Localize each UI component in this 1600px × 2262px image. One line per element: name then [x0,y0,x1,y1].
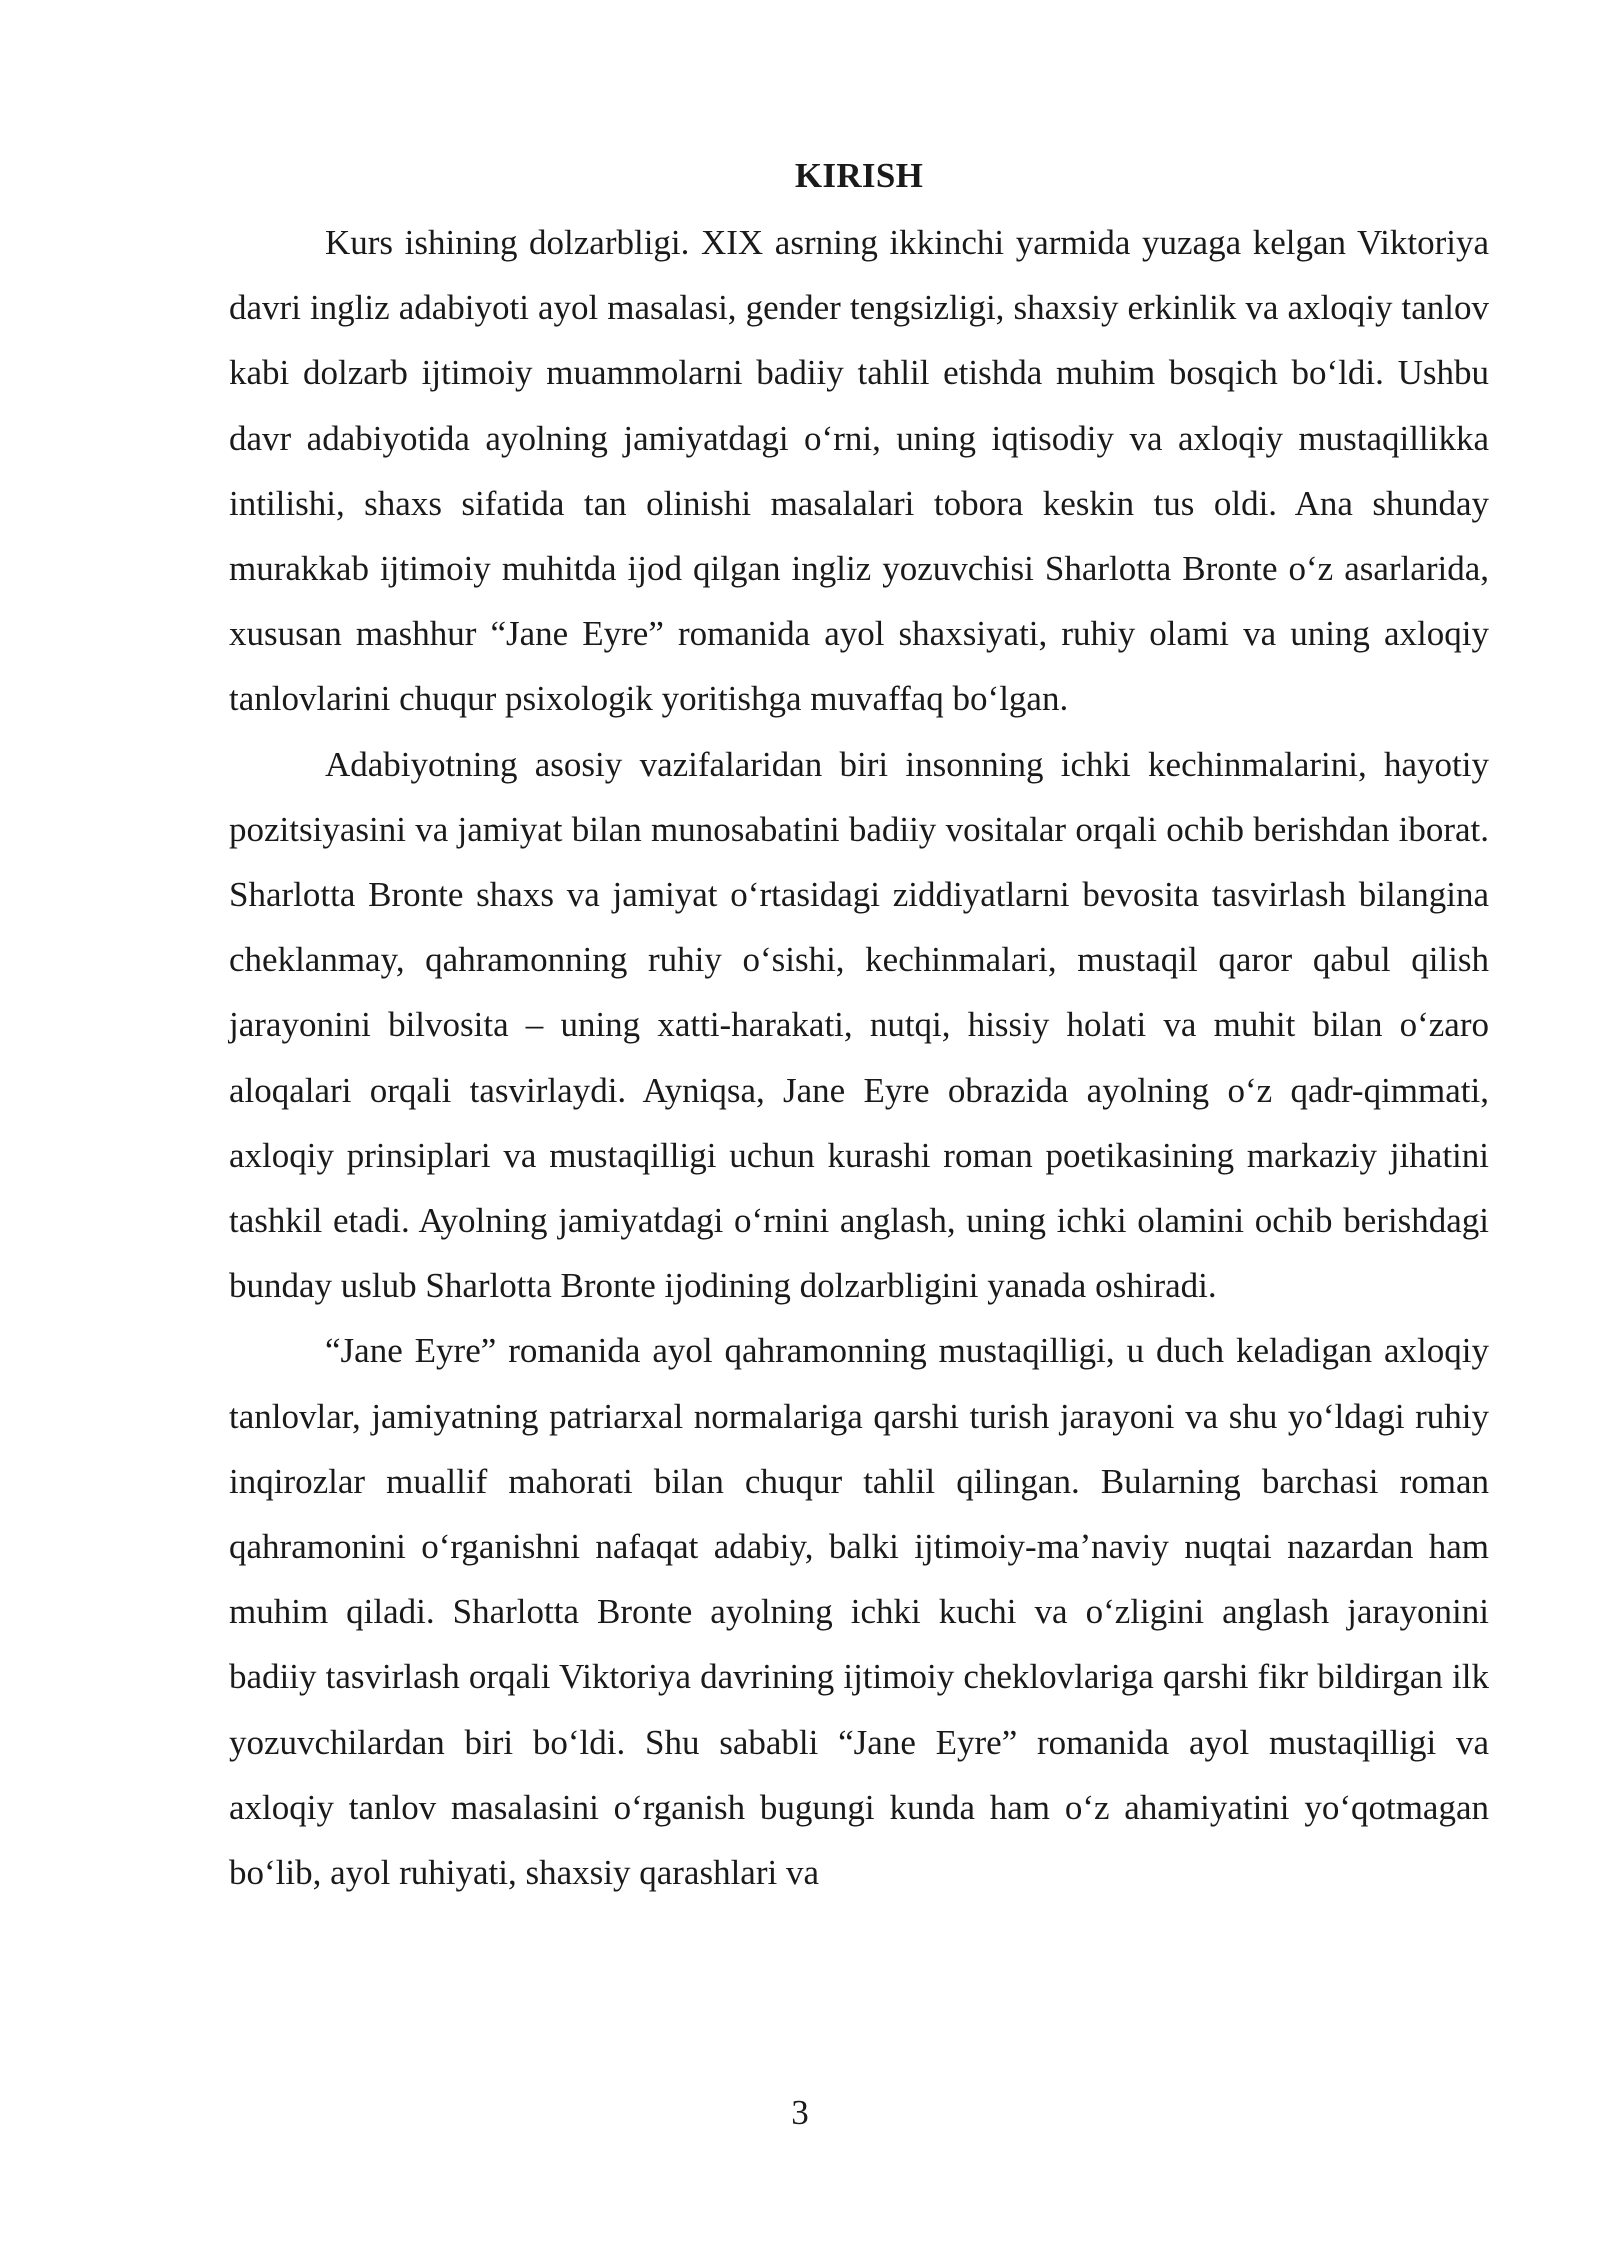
paragraph-text: XIX asrning ikkinchi yarmida yuzaga kelgan Viktoriya davri ingliz adabiyoti ayol masalasi, gender tengsizligi, shaxsiy erkinlik va axloqiy tanlov kabi dolzarb ijtimoiy muammolarni badiiy tahlil etishda muhim bosqich boʻldi. Ushbu davr adabiyotida ayolning jamiyatdagi oʻrni, uning iqtisodiy va axloqiy mustaqillikka intilishi, shaxs sifatida tan olinishi masalalari tobora keskin tus oldi. Ana shunday murakkab ijtimoiy muhitda ijod qilgan ingliz yozuvchisi Sharlotta Bronte oʻz asarlarida, xususan mashhur “Jane Eyre” romanida ayol shaxsiyati, ruhiy olami va uning axloqiy tanlovlarini chuqur psixologik yoritishga muvaffaq boʻlgan. [229,223,1489,719]
section-heading: KIRISH [794,156,924,195]
page-content [229,146,1489,1905]
paragraph-text: Adabiyotning asosiy vazifalaridan biri insonning ichki kechinmalarini, hayotiy pozitsiyasini va jamiyat bilan munosabatini badiiy vositalar orqali ochib berishdan iborat. Sharlotta Bronte shaxs va jamiyat oʻrtasidagi ziddiyatlarni bevosita tasvirlash bilangina cheklanmay, qahramonning ruhiy oʻsishi, kechinmalari, mustaqil qaror qabul qilish jarayonini bilvosita – uning xatti-harakati, nutqi, hissiy holati va muhit bilan oʻzaro aloqalari orqali tasvirlaydi. Ayniqsa, Jane Eyre obrazida ayolning oʻz qadr-qimmati, axloqiy prinsiplari va mustaqilligi uchun kurashi roman poetikasining markaziy jihatini tashkil etadi. Ayolning jamiyatdagi oʻrnini anglash, uning ichki olamini ochib berishdagi bunday uslub Sharlotta Bronte ijodining dolzarbligini yanada oshiradi. [229,744,1489,1306]
page-number: 3 [791,2093,809,2132]
paragraph-2 [229,732,1489,1319]
paragraph-3 [229,1318,1489,1905]
paragraph-lead: Kurs ishining dolzarbligi. [325,223,690,262]
paragraph-text: “Jane Eyre” romanida ayol qahramonning mustaqilligi, u duch keladigan axloqiy tanlovlar, jamiyatning patriarxal normalariga qarshi turish jarayoni va shu yoʻldagi ruhiy inqirozlar muallif mahorati bilan chuqur tahlil qilingan. Bularning barchasi roman qahramonini oʻrganishni nafaqat adabiy, balki ijtimoiy-maʼnaviy nuqtai nazardan ham muhim qiladi. Sharlotta Bronte ayolning ichki kuchi va oʻzligini anglash jarayonini badiiy tasvirlash orqali Viktoriya davrining ijtimoiy cheklovlariga qarshi fikr bildirgan ilk yozuvchilardan biri boʻldi. Shu sababli “Jane Eyre” romanida ayol mustaqilligi va axloqiy tanlov masalasini oʻrganish bugungi kunda ham oʻz ahamiyatini yoʻqotmagan boʻlib, ayol ruhiyati, shaxsiy qarashlari va [229,1331,1489,1893]
paragraph-1 [229,210,1489,732]
